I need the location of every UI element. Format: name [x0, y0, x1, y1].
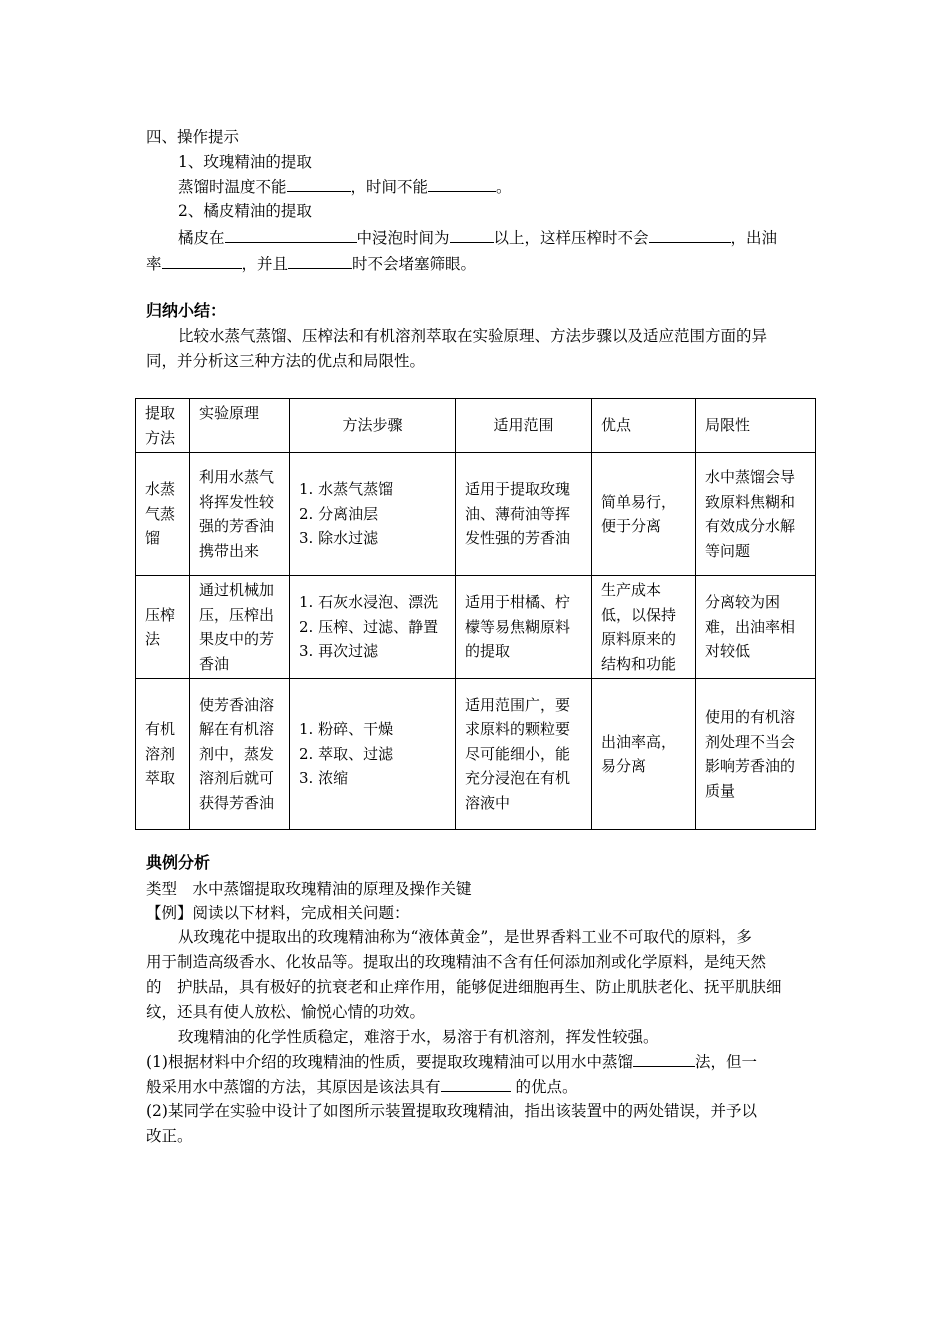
step-item: 3. 再次过滤: [299, 642, 379, 661]
table-row: [136, 679, 816, 830]
example-prompt: 【例】阅读以下材料，完成相关问题：: [146, 904, 410, 922]
fill-blank[interactable]: [288, 252, 352, 269]
step-item: 3. 浓缩: [299, 769, 349, 788]
header-cell: 提取方法: [136, 399, 190, 453]
fill-blank[interactable]: [428, 175, 496, 192]
fill-blank[interactable]: [287, 175, 351, 192]
para1-line3: 的 护肤品，具有极好的抗衰老和止痒作用，能够促进细胞再生、防止肌肤老化、抚平肌肤细: [146, 978, 782, 996]
step-item: 2. 压榨、过滤、静置: [299, 617, 439, 636]
fill-blank[interactable]: [225, 226, 357, 243]
table-row: [136, 453, 816, 576]
para1-line2: 用于制造高级香水、化妆品等。提取出的玫瑰精油不含有任何添加剂或化学原料，是纯天然: [146, 953, 767, 971]
fill-blank[interactable]: [441, 1075, 511, 1092]
para2: 玫瑰精油的化学性质稳定，难溶于水，易溶于有机溶剂，挥发性较强。: [178, 1028, 659, 1046]
header-cell: 优点: [592, 399, 696, 453]
header-cell: 方法步骤: [290, 399, 456, 453]
principle-cell: 利用水蒸气将挥发性较强的芳香油携带出来: [190, 453, 290, 576]
limitation-cell: 分离较为困难，出油率相对较低: [696, 576, 816, 679]
header-cell: 实验原理: [190, 399, 290, 453]
step-item: 1. 粉碎、干燥: [299, 720, 394, 739]
method-cell: 压榨法: [136, 576, 190, 679]
summary-line2: 同，并分析这三种方法的优点和局限性。: [146, 352, 426, 370]
principle-cell: 通过机械加压，压榨出果皮中的芳香油: [190, 576, 290, 679]
para1-line1: 从玫瑰花中提取出的玫瑰精油称为“液体黄金”，是世界香料工业不可取代的原料，多: [178, 928, 752, 946]
principle-cell: 使芳香油溶解在有机溶剂中，蒸发溶剂后就可获得芳香油: [190, 679, 290, 830]
para1-line4: 纹，还具有使人放松、愉悦心情的功效。: [146, 1003, 426, 1021]
step-item: 2. 分离油层: [299, 504, 379, 523]
example-heading: 典例分析: [146, 853, 211, 872]
steps-cell: [290, 453, 456, 576]
steps-cell: [290, 576, 456, 679]
fill-blank[interactable]: [162, 252, 242, 269]
limitation-cell: 使用的有机溶剂处理不当会影响芳香油的质量: [696, 679, 816, 830]
step-item: 3. 除水过滤: [299, 529, 379, 548]
item2-line2: 率 ，并且 时不会堵塞筛眼。: [146, 252, 476, 276]
question1-line2: 般采用水中蒸馏的方法，其原因是该法具有 的优点。: [146, 1075, 577, 1099]
scope-cell: 适用于柑橘、柠檬等易焦糊原料的提取: [456, 576, 592, 679]
comparison-table: [135, 398, 816, 830]
question2-line2: 改正。: [146, 1127, 193, 1145]
question1-line1: (1)根据材料中介绍的玫瑰精油的性质，要提取玫瑰精油可以用水中蒸馏 法，但一: [146, 1050, 757, 1074]
item1-line: 蒸馏时温度不能 ，时间不能 。: [178, 175, 512, 199]
section4-heading: 四、操作提示: [146, 128, 240, 146]
header-cell: 适用范围: [456, 399, 592, 453]
scope-cell: 适用于提取玫瑰油、薄荷油等挥发性强的芳香油: [456, 453, 592, 576]
advantage-cell: 简单易行，便于分离: [592, 453, 696, 576]
summary-heading: 归纳小结：: [146, 301, 227, 320]
header-cell: 局限性: [696, 399, 816, 453]
fill-blank[interactable]: [633, 1050, 695, 1067]
advantage-cell: 出油率高，易分离: [592, 679, 696, 830]
step-item: 1. 石灰水浸泡、漂洗: [299, 593, 439, 612]
step-item: 1. 水蒸气蒸馏: [299, 480, 394, 499]
table-header-row: [136, 399, 816, 453]
steps-cell: [290, 679, 456, 830]
method-cell: 水蒸气蒸馏: [136, 453, 190, 576]
item2-line1: 橘皮在 中浸泡时间为 以上，这样压榨时不会 ，出油: [178, 226, 777, 250]
limitation-cell: 水中蒸馏会导致原料焦糊和有效成分水解等问题: [696, 453, 816, 576]
fill-blank[interactable]: [649, 226, 731, 243]
fill-blank[interactable]: [450, 226, 494, 243]
item1-title: 1、玫瑰精油的提取: [178, 153, 312, 171]
table-row: [136, 576, 816, 679]
item2-title: 2、橘皮精油的提取: [178, 202, 312, 220]
question2-line1: (2)某同学在实验中设计了如图所示装置提取玫瑰精油，指出该装置中的两处错误，并予以: [146, 1102, 757, 1120]
method-cell: 有机溶剂萃取: [136, 679, 190, 830]
step-item: 2. 萃取、过滤: [299, 744, 394, 763]
scope-cell: 适用范围广，要求原料的颗粒要尽可能细小，能充分浸泡在有机溶液中: [456, 679, 592, 830]
summary-line1: 比较水蒸气蒸馏、压榨法和有机溶剂萃取在实验原理、方法步骤以及适应范围方面的异: [178, 327, 768, 345]
advantage-cell: 生产成本低，以保持原料原来的结构和功能: [592, 576, 696, 679]
example-type-line: 类型 水中蒸馏提取玫瑰精油的原理及操作关键: [146, 880, 472, 898]
